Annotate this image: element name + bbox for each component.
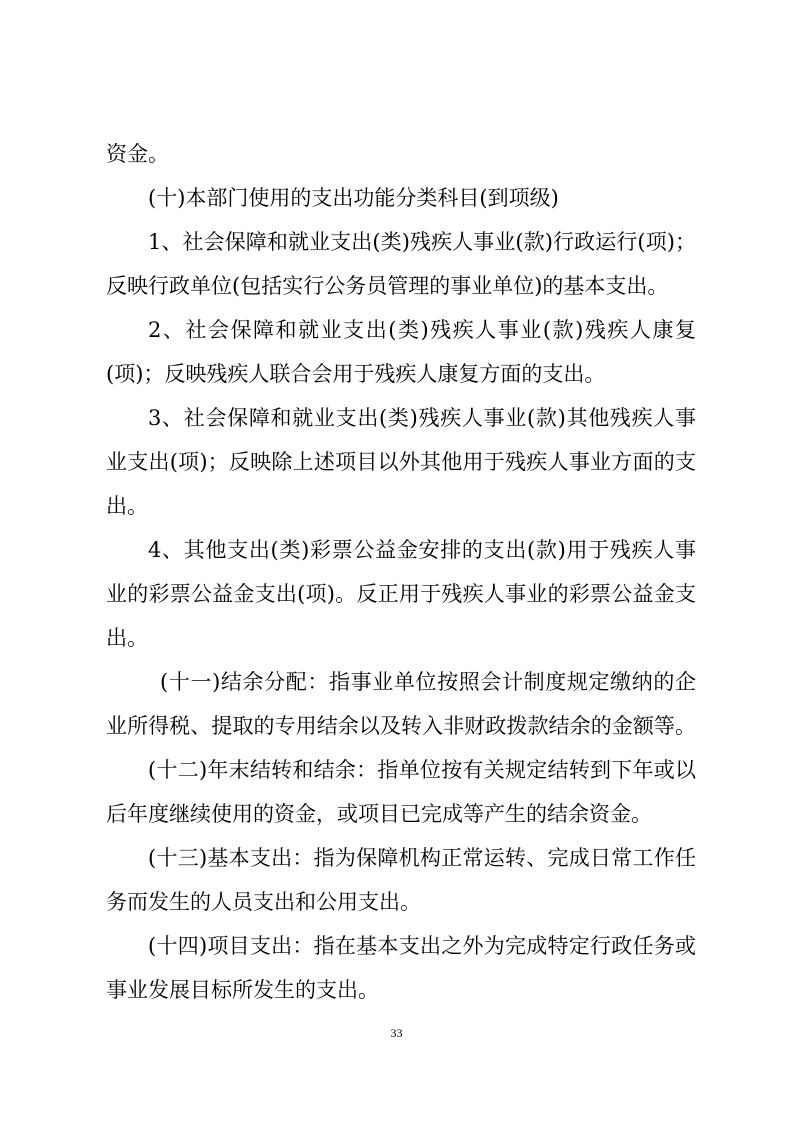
- paragraph-line: (十三)基本支出：指为保障机构正常运转、完成日常工作任: [148, 846, 696, 870]
- paragraph-line: 反映行政单位(包括实行公务员管理的事业单位)的基本支出。: [106, 274, 669, 298]
- page-number: 33: [390, 1026, 403, 1040]
- paragraph-line: 务而发生的人员支出和公用支出。: [106, 890, 421, 914]
- paragraph-line: (项)；反映残疾人联合会用于残疾人康复方面的支出。: [106, 362, 606, 386]
- paragraph-line: 出。: [106, 494, 148, 518]
- paragraph-line: 4、其他支出(类)彩票公益金安排的支出(款)用于残疾人事: [148, 538, 696, 562]
- paragraph-line: 后年度继续使用的资金，或项目已完成等产生的结余资金。: [106, 802, 652, 826]
- body-text: [106, 132, 696, 1012]
- paragraph-line: 业支出(项)；反映除上述项目以外其他用于残疾人事业方面的支: [106, 450, 696, 474]
- paragraph-line: 业所得税、提取的专用结余以及转入非财政拨款结余的金额等。: [106, 714, 696, 738]
- paragraph-line: 业的彩票公益金支出(项)。反正用于残疾人事业的彩票公益金支: [106, 582, 696, 606]
- paragraph-line: (十一)结余分配：指事业单位按照会计制度规定缴纳的企: [160, 670, 696, 694]
- paragraph-line: 出。: [106, 626, 148, 650]
- paragraph-line: 事业发展目标所发生的支出。: [106, 978, 379, 1002]
- paragraph-line: 1、社会保障和就业支出(类)残疾人事业(款)行政运行(项)；: [148, 230, 696, 254]
- paragraph-line: (十)本部门使用的支出功能分类科目(到项级): [148, 186, 559, 210]
- paragraph-line: 资金。: [106, 142, 169, 166]
- paragraph-line: 3、社会保障和就业支出(类)残疾人事业(款)其他残疾人事: [148, 406, 696, 430]
- paragraph-line: (十二)年末结转和结余：指单位按有关规定结转到下年或以: [148, 758, 696, 782]
- paragraph-line: 2、社会保障和就业支出(类)残疾人事业(款)残疾人康复: [148, 318, 696, 342]
- paragraph-line: (十四)项目支出：指在基本支出之外为完成特定行政任务或: [148, 934, 696, 958]
